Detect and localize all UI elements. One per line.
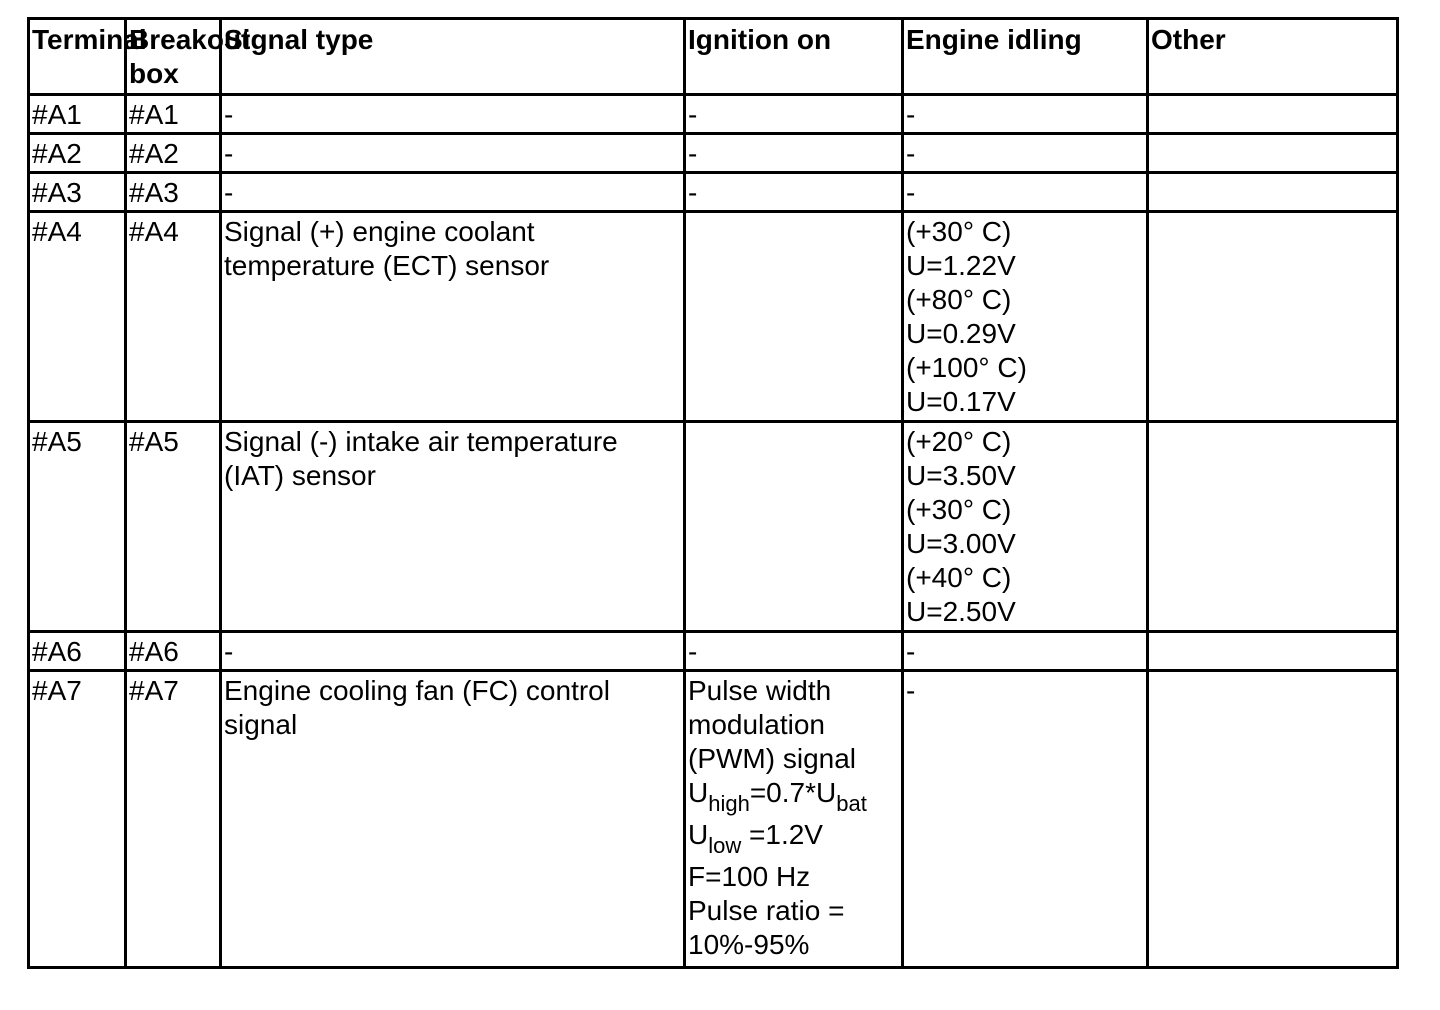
u-low-formula (688, 818, 901, 858)
cell-text-line: - (224, 636, 234, 667)
cell-text-line: signal (224, 709, 298, 740)
u-high-subscript: high (708, 791, 750, 816)
cell-text-line: - (906, 675, 916, 706)
u-bat-subscript: bat (836, 791, 867, 816)
cell-text-line: Signal (+) engine coolant (224, 216, 535, 247)
cell-other (1148, 95, 1398, 134)
header-other: Other (1148, 19, 1398, 95)
cell-text-line: (+40° C) (906, 562, 1012, 593)
cell-breakout: #A4 (126, 212, 221, 422)
cell-breakout: #A5 (126, 422, 221, 632)
cell-breakout: #A6 (126, 632, 221, 671)
cell-other (1148, 632, 1398, 671)
cell-signal (221, 212, 685, 422)
header-terminal: Terminal (29, 19, 126, 95)
header-breakout-line1: Breakout (129, 24, 251, 55)
cell-text-line: - (224, 138, 234, 169)
cell-text-line: - (906, 177, 916, 208)
cell-text-line: (+80° C) (906, 284, 1012, 315)
u-high-formula (688, 776, 901, 816)
cell-text-line: U=3.00V (906, 528, 1016, 559)
cell-idling (903, 422, 1148, 632)
cell-ignition-pwm (685, 671, 903, 968)
cell-signal (221, 422, 685, 632)
cell-terminal: #A4 (29, 212, 126, 422)
cell-idling (903, 632, 1148, 671)
cell-terminal: #A2 (29, 134, 126, 173)
pwm-ratio-value: 10%-95% (688, 929, 810, 960)
cell-idling (903, 671, 1148, 968)
u-low-rest: =1.2V (741, 819, 823, 850)
pwm-ratio-label: Pulse ratio = (688, 895, 845, 926)
pin-assignment-table (27, 17, 1399, 969)
u-low-base: U (688, 819, 709, 850)
table-body (29, 95, 1398, 968)
cell-idling (903, 134, 1148, 173)
u-high-mid: =0.7*U (749, 777, 837, 808)
cell-text-line: Signal (-) intake air temperature (224, 426, 618, 457)
cell-text-line: U=0.29V (906, 318, 1016, 349)
cell-ignition (685, 632, 903, 671)
cell-text-line: - (224, 99, 234, 130)
cell-text-line: (+100° C) (906, 352, 1027, 383)
header-ignition-on: Ignition on (685, 19, 903, 95)
table-row (29, 134, 1398, 173)
cell-terminal: #A6 (29, 632, 126, 671)
cell-ignition (685, 422, 903, 632)
cell-text-line: - (688, 177, 698, 208)
cell-text-line: - (688, 138, 698, 169)
cell-other (1148, 422, 1398, 632)
cell-terminal: #A7 (29, 671, 126, 968)
table-row (29, 632, 1398, 671)
table-row (29, 95, 1398, 134)
cell-text-line: U=1.22V (906, 250, 1016, 281)
cell-text-line: Engine cooling fan (FC) control (224, 675, 610, 706)
cell-idling (903, 95, 1148, 134)
cell-text-line: (+20° C) (906, 426, 1012, 457)
cell-text-line: - (688, 99, 698, 130)
cell-text-line: U=2.50V (906, 596, 1016, 627)
cell-terminal: #A5 (29, 422, 126, 632)
cell-terminal: #A3 (29, 173, 126, 212)
table-row (29, 422, 1398, 632)
cell-idling (903, 173, 1148, 212)
header-signal-type: Signal type (221, 19, 685, 95)
cell-signal (221, 134, 685, 173)
pwm-frequency: F=100 Hz (688, 861, 811, 892)
cell-other (1148, 134, 1398, 173)
cell-other (1148, 212, 1398, 422)
cell-breakout: #A1 (126, 95, 221, 134)
cell-text-line: (+30° C) (906, 494, 1012, 525)
cell-signal (221, 95, 685, 134)
cell-terminal: #A1 (29, 95, 126, 134)
cell-ignition (685, 95, 903, 134)
table-row (29, 671, 1398, 968)
cell-idling (903, 212, 1148, 422)
cell-other (1148, 671, 1398, 968)
cell-ignition (685, 212, 903, 422)
table-row (29, 173, 1398, 212)
cell-signal (221, 173, 685, 212)
cell-text-line: - (906, 99, 916, 130)
cell-ignition (685, 173, 903, 212)
cell-breakout: #A3 (126, 173, 221, 212)
u-high-base: U (688, 777, 709, 808)
header-engine-idling: Engine idling (903, 19, 1148, 95)
table-header-row (29, 19, 1398, 95)
pwm-line: (PWM) signal (688, 743, 857, 774)
cell-ignition (685, 134, 903, 173)
pwm-line: Pulse width (688, 675, 832, 706)
table-row (29, 212, 1398, 422)
cell-other (1148, 173, 1398, 212)
cell-text-line: temperature (ECT) sensor (224, 250, 550, 281)
cell-text-line: - (906, 138, 916, 169)
u-low-subscript: low (708, 833, 742, 858)
cell-text-line: U=3.50V (906, 460, 1016, 491)
cell-breakout: #A7 (126, 671, 221, 968)
cell-text-line: - (906, 636, 916, 667)
cell-text-line: U=0.17V (906, 386, 1016, 417)
cell-text-line: (IAT) sensor (224, 460, 376, 491)
cell-breakout: #A2 (126, 134, 221, 173)
cell-text-line: - (224, 177, 234, 208)
header-breakout-line2: box (129, 58, 179, 89)
header-breakout-box (126, 19, 251, 95)
cell-text-line: (+30° C) (906, 216, 1012, 247)
cell-signal (221, 671, 685, 968)
pwm-line: modulation (688, 709, 825, 740)
cell-text-line: - (688, 636, 698, 667)
cell-signal (221, 632, 685, 671)
